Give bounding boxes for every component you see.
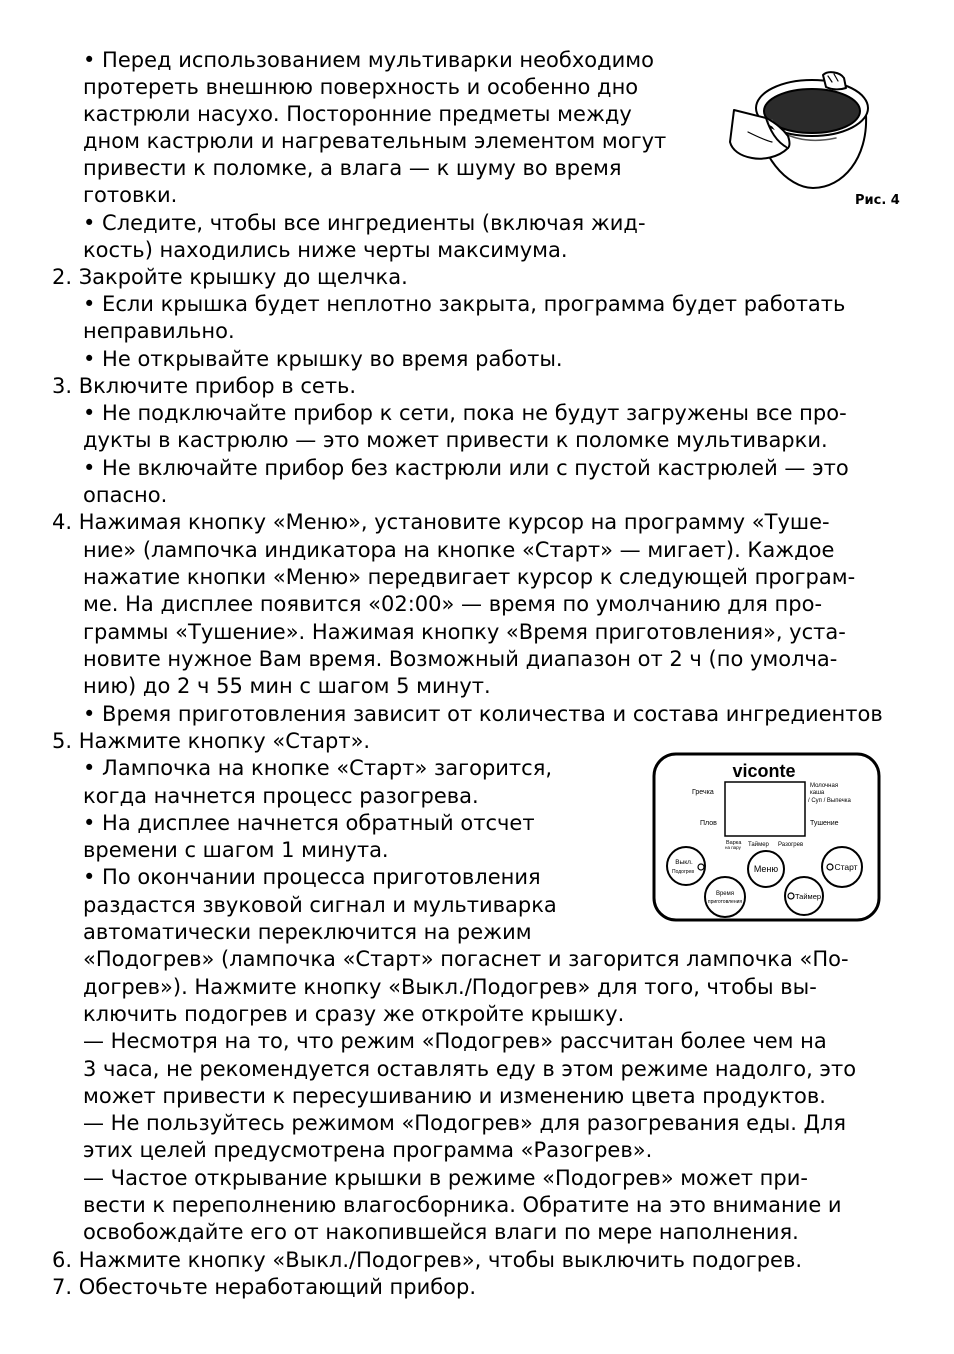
text-line: • Не подключайте прибор к сети, пока не будут загружены все про- (83, 401, 847, 425)
text-line: граммы «Тушение». Нажимая кнопку «Время приготовления», уста- (83, 620, 846, 644)
text-line: дукты в кастрюлю — это может привести к поломке мультиварки. (83, 428, 828, 452)
label-sup: / Суп / Выпечка (808, 798, 851, 804)
text-line: ме. На дисплее появится «02:00» — время по умолчанию для про- (83, 592, 823, 616)
text-line: догрев»). Нажмите кнопку «Выкл./Подогрев» для того, чтобы вы- (83, 975, 817, 999)
text-line: • По окончании процесса приготовления (83, 865, 541, 889)
text-line: ние» (лампочка индикатора на кнопке «Старт» — мигает). Каждое (83, 538, 835, 562)
text-line: — Несмотря на то, что режим «Подогрев» рассчитан более чем на (83, 1029, 827, 1053)
numbered-step: 3. Включите прибор в сеть. (52, 374, 357, 398)
label-razogrev: Разогрев (778, 842, 804, 848)
text-line: может привести к пересушиванию и изменению цвета продуктов. (83, 1084, 826, 1108)
text-line: новите нужное Вам время. Возможный диапазон от 2 ч (по умолча- (83, 647, 838, 671)
svg-text:Таймер: Таймер (794, 892, 822, 901)
text-line: этих целей предусмотрена программа «Разогрев». (83, 1138, 653, 1162)
svg-text:Меню: Меню (753, 864, 779, 874)
numbered-step: 4. Нажимая кнопку «Меню», установите курсор на программу «Туше- (52, 510, 830, 534)
text-line: освобождайте его от накопившейся влаги по мере наполнения. (83, 1220, 799, 1244)
text-line: кость) находились ниже черты максимума. (83, 238, 568, 262)
label-grechka: Гречка (692, 789, 714, 796)
brand-logo: viconte (732, 761, 796, 781)
cooking-time-button[interactable] (705, 877, 745, 917)
start-indicator (827, 864, 833, 870)
text-line: • Перед использованием мультиварки необходимо (83, 48, 654, 72)
text-line: • Время приготовления зависит от количества и состава ингредиентов (83, 702, 883, 726)
off-warm-indicator (698, 864, 704, 870)
label-plov: Плов (700, 820, 717, 827)
timer-button[interactable] (785, 877, 823, 915)
text-line: раздастся звуковой сигнал и мультиварка (83, 893, 557, 917)
text-line: • Лампочка на кнопке «Старт» загорится, (83, 756, 553, 780)
text-line: — Частое открывание крышки в режиме «Подогрев» может при- (83, 1166, 808, 1190)
label-kasha: каша (810, 790, 825, 796)
text-line: • Следите, чтобы все ингредиенты (включая жид- (83, 211, 646, 235)
text-line: автоматически переключится на режим (83, 920, 532, 944)
text-line: готовки. (83, 183, 178, 207)
timer-indicator (788, 893, 794, 899)
text-line: • На дисплее начнется обратный отсчет (83, 811, 535, 835)
label-molochnaya: Молочная (810, 783, 839, 789)
svg-text:Время: Время (715, 891, 735, 897)
label-varka: Варка (726, 840, 742, 846)
text-line: нию) до 2 ч 55 мин с шагом 5 минут. (83, 674, 491, 698)
text-line: когда начнется процесс разогрева. (83, 784, 479, 808)
control-panel-illustration (652, 752, 882, 924)
text-line: ключить подогрев и сразу же откройте крышку. (83, 1002, 625, 1026)
text-line: дном кастрюли и нагревательным элементом могут (83, 129, 667, 153)
numbered-step: 7. Обесточьте неработающий прибор. (52, 1275, 477, 1299)
text-line: • Если крышка будет неплотно закрыта, программа будет работать (83, 292, 846, 316)
text-line: вести к переполнению влагосборника. Обратите на это внимание и (83, 1193, 842, 1217)
pot-wipe-illustration (728, 70, 898, 195)
start-button[interactable] (822, 847, 862, 887)
svg-text:Старт: Старт (834, 862, 858, 872)
label-tushenie: Тушение (810, 820, 839, 827)
text-line: «Подогрев» (лампочка «Старт» погаснет и загорится лампочка «По- (83, 947, 849, 971)
text-line: • Не включайте прибор без кастрюли или с пустой кастрюлей — это (83, 456, 849, 480)
svg-text:приготовления: приготовления (707, 899, 743, 905)
text-line: нажатие кнопки «Меню» передвигает курсор к следующей програм- (83, 565, 856, 589)
numbered-step: 6. Нажмите кнопку «Выкл./Подогрев», чтобы выключить подогрев. (52, 1248, 803, 1272)
figure-caption: Рис. 4 (855, 193, 900, 208)
numbered-step: 2. Закройте крышку до щелчка. (52, 265, 408, 289)
text-line: привести к поломке, а влага — к шуму во время (83, 156, 622, 180)
label-na-paru: на пару (725, 845, 741, 850)
menu-button[interactable] (748, 851, 784, 887)
svg-text:Выкл.: Выкл. (675, 859, 693, 866)
text-line: опасно. (83, 483, 168, 507)
text-line: • Не открывайте крышку во время работы. (83, 347, 563, 371)
numbered-step: 5. Нажмите кнопку «Старт». (52, 729, 371, 753)
text-line: 3 часа, не рекомендуется оставлять еду в этом режиме надолго, это (83, 1057, 857, 1081)
text-line: кастрюли насухо. Посторонние предметы между (83, 102, 632, 126)
off-warm-button[interactable] (667, 847, 705, 885)
text-line: — Не пользуйтесь режимом «Подогрев» для разогревания еды. Для (83, 1111, 847, 1135)
text-line: неправильно. (83, 319, 235, 343)
display-screen (725, 782, 805, 836)
svg-text:Подогрев: Подогрев (671, 869, 695, 875)
text-line: протереть внешнюю поверхность и особенно дно (83, 75, 639, 99)
text-line: времени с шагом 1 минута. (83, 838, 389, 862)
label-taymer: Таймер (748, 842, 769, 848)
